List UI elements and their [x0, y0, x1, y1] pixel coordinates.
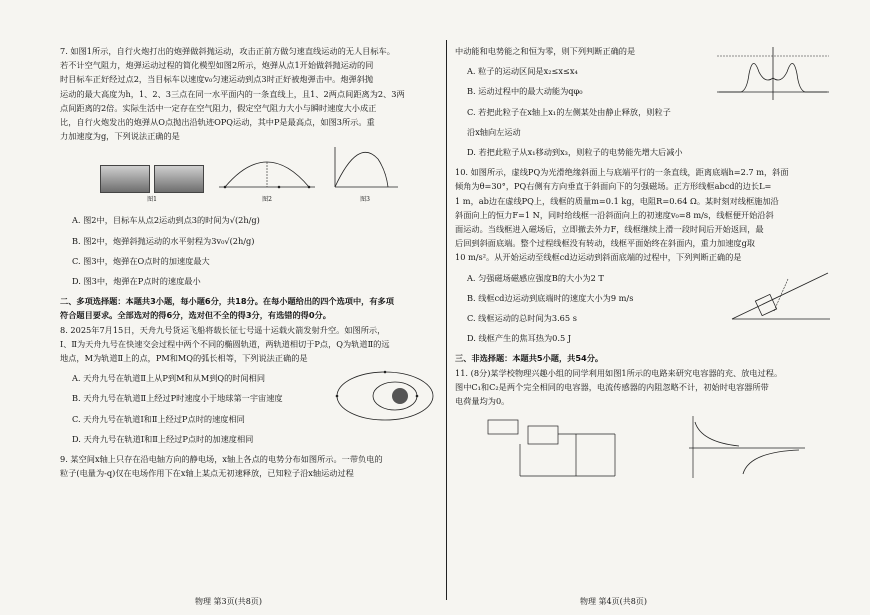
fig-label: 图3: [360, 196, 370, 204]
q8-line: 8. 2025年7月15日，天舟九号货运飞船将载长征七号遥十运载火箭发射升空。如图所示，: [60, 324, 386, 335]
q10-line: 后回到斜面底端。整个过程线框没有转动，线框平面始终在斜面内，重力加速度g取: [455, 238, 755, 249]
q8-option-c[interactable]: C. 天舟九号在轨道Ⅰ和Ⅱ上经过P点时的速度相同: [72, 413, 245, 424]
question-10: [455, 165, 833, 345]
current-time-graph: [679, 412, 809, 482]
column-divider: [446, 40, 447, 600]
question-7: [60, 44, 440, 288]
q7-figure-3: [330, 145, 400, 207]
target-vehicle-photo: [154, 165, 204, 193]
q7-option-c[interactable]: C. 图3中，炮弹在O点时的加速度最大: [72, 255, 210, 266]
q7-figure-1: [100, 165, 204, 207]
trajectory-diagram: [217, 151, 317, 193]
artillery-photo: [100, 165, 150, 193]
q7-line: 点间距离的2倍。实际生活中一定存在空气阻力，假定空气阻力大小与瞬时速度大小成正: [60, 102, 377, 113]
right-column: [455, 44, 833, 589]
q9-option-c-cont: 沿x轴向左运动: [467, 126, 521, 137]
q7-option-b[interactable]: B. 图2中，炮弹斜抛运动的水平射程为3v₀√(2h/g): [72, 235, 255, 246]
question-8: [60, 323, 440, 446]
q7-line: 运动的最大高度为h，1、2、3三点在同一水平面内的一条直线上，且1、2两点间距离为2、3两: [60, 88, 405, 99]
q7-line: 力加速度为g，下列说法正确的是: [60, 131, 180, 142]
q10-option-d[interactable]: D. 线框产生的焦耳热为0.5 J: [467, 333, 572, 344]
q9-line: 9. 某空间x轴上只存在沿电轴方向的静电场，x轴上各点的电势分布如图所示。一带负电的: [60, 454, 383, 465]
q10-line: 10 m/s²。从开始运动至线框cd边运动到斜面底端的过程中，下列判断正确的是: [455, 252, 742, 263]
capacitor-circuit-diagram: [480, 412, 630, 482]
fig-label: 图1: [147, 196, 157, 204]
q10-line: 10. 如图所示，虚线PQ为光滑绝缘斜面上与底端平行的一条直线，距离底端h=2.7 m，斜面: [455, 167, 789, 178]
q11-line: 电荷量均为0。: [455, 396, 510, 407]
q7-figure-2: [217, 151, 317, 207]
incline-diagram: [728, 265, 833, 323]
fig-label: 图2: [262, 196, 272, 204]
q9-line: 粒子(电量为-q)仅在电场作用下在x轴上某点无初速释放，已知粒子沿x轴运动过程: [60, 468, 354, 479]
section-heading-multi-2: 符合题目要求。全部选对的得6分，选对但不全的得3分，有选错的得0分。: [60, 310, 331, 321]
q7-option-a[interactable]: A. 图2中，目标车从点2运动到点3的时间为√(2h/g): [72, 215, 260, 226]
potential-graph: [713, 44, 833, 106]
q7-line: 时目标车正好经过点2，当目标车以速度v₀匀速运动到点3时正好被炮弹击中。炮弹斜抛: [60, 74, 374, 85]
q7-line: 比，自行火炮发出的炮弹从O点抛出沿轨迹OPQ运动，其中P是最高点，如图3所示。重: [60, 117, 375, 128]
q9-option-c[interactable]: C. 若把此粒子在x轴上x₁的左侧某处由静止释放，则粒子: [467, 106, 671, 117]
left-column: [60, 44, 440, 589]
question-9-continued: [455, 44, 833, 159]
question-9: [60, 452, 440, 480]
q10-line: 面运动。当线框进入磁场后，立即撤去外力F，线框继续上滑一段时间后开始返回，最: [455, 224, 764, 235]
q10-line: 1 m，ab边在虚线PQ上，线框的质量m=0.1 kg，电阻R=0.64 Ω。某时刻对线框施加沿: [455, 195, 779, 206]
question-11: [455, 366, 833, 483]
q8-option-b[interactable]: B. 天舟九号在轨道Ⅱ上经过P时速度小于地球第一宇宙速度: [72, 393, 283, 404]
q8-line: 地点，M为轨道Ⅱ上的点，PM和MQ的弧长相等，下列说法正确的是: [60, 353, 308, 364]
section-heading-nonchoice: 三、非选择题：本题共5小题，共54分。: [455, 353, 604, 364]
q9-stem-end: 中动能和电势能之和恒为零，则下列判断正确的是: [455, 46, 636, 56]
q7-option-d[interactable]: D. 图3中，炮弹在P点时的速度最小: [72, 276, 201, 287]
q7-line: 若不计空气阻力，炮弹运动过程的简化模型如图2所示，炮弹从点1开始做斜抛运动的同: [60, 60, 374, 71]
q9-option-b[interactable]: B. 运动过程中的最大动能为qφ₀: [467, 86, 583, 97]
q11-line: 11. (8分)某学校物理兴趣小组的同学利用如图1所示的电路来研究电容器的充、放电过程。: [455, 367, 783, 378]
earth-icon: [392, 388, 408, 404]
page-footer-right: 物理 第4页(共8页): [580, 597, 647, 606]
q10-line: 倾角为θ=30°，PQ右侧有方向垂直于斜面向下的匀强磁场。正方形线框abcd的边长L=: [455, 181, 772, 192]
q11-line: 图中C₁和C₂是两个完全相同的电容器，电流传感器的内阻忽略不计，初始时电容器所带: [455, 381, 769, 392]
drag-trajectory-diagram: [330, 145, 400, 193]
q9-option-a[interactable]: A. 粒子的运动区间是x₂≤x≤x₄: [467, 66, 578, 77]
q7-figures: [100, 147, 400, 207]
q10-line: 斜面向上的恒力F=1 N，同时给线框一沿斜面向上的初速度v₀=8 m/s，线框便开始沿斜: [455, 209, 774, 220]
q8-option-a[interactable]: A. 天舟九号在轨道Ⅱ上从P到M和从M到Q的时间相同: [72, 373, 266, 384]
orbit-diagram: [330, 365, 440, 427]
q9-option-d[interactable]: D. 若把此粒子从x₁移动到x₃，则粒子的电势能先增大后减小: [467, 147, 683, 158]
q8-option-d[interactable]: D. 天舟九号在轨道Ⅰ和Ⅱ上经过P点时的加速度相同: [72, 433, 254, 444]
q10-option-a[interactable]: A. 匀强磁场磁感应强度B的大小为2 T: [467, 272, 604, 283]
q10-option-c[interactable]: C. 线框运动的总时间为3.65 s: [467, 313, 577, 324]
section-heading-multi: 二、多项选择题：本题共3小题，每小题6分，共18分。在每小题给出的四个选项中，有多项: [60, 296, 394, 307]
q7-line: 7. 如图1所示，自行火炮打出的炮弹做斜抛运动，攻击正前方做匀速直线运动的无人目标车。: [60, 46, 395, 56]
q8-line: Ⅰ、Ⅱ为天舟九号在快速交会过程中两个不同的椭圆轨道，两轨道相切于P点，Q为轨道Ⅱ的远: [60, 338, 390, 349]
page-footer-left: 物理 第3页(共8页): [195, 597, 262, 606]
q10-option-b[interactable]: B. 线框cd边运动到底端时的速度大小为9 m/s: [467, 292, 634, 303]
q11-figures: [455, 412, 833, 482]
